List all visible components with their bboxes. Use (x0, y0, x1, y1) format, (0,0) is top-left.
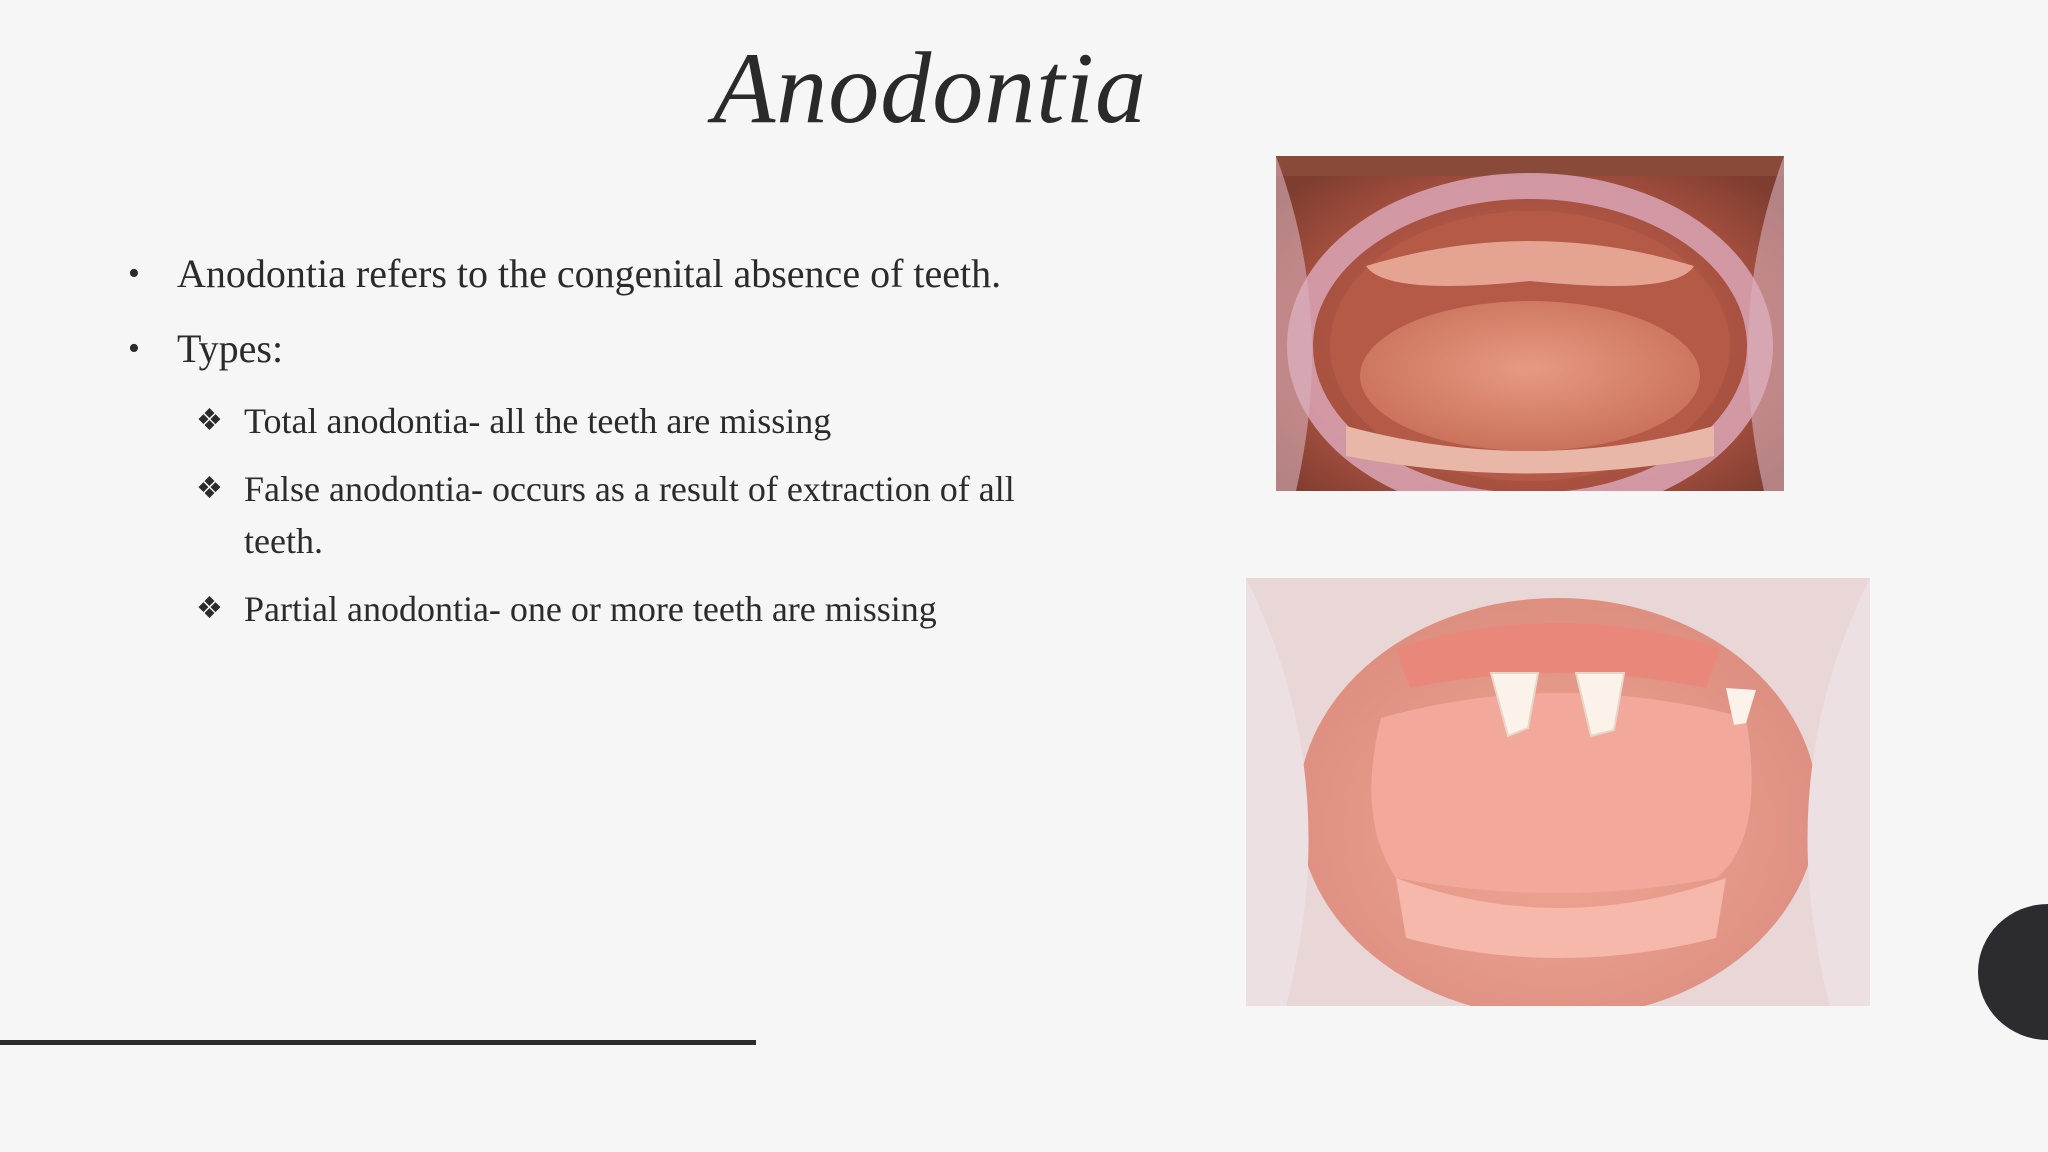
bullet-list (120, 245, 1020, 651)
mouth-photo-illustration (1276, 156, 1784, 491)
sub-bullet-text: Partial anodontia- one or more teeth are missing (244, 589, 937, 629)
sub-bullet-text: Total anodontia- all the teeth are missing (244, 401, 832, 441)
sub-bullet-partial (120, 583, 1020, 635)
decorative-circle (1978, 904, 2048, 1040)
bullet-marker: • (128, 255, 140, 292)
bullet-marker: • (128, 330, 140, 367)
bullet-item-definition (120, 245, 1020, 302)
sub-bullet-text: False anodontia- occurs as a result of extraction of all teeth. (244, 469, 1015, 561)
mouth-photo-illustration (1246, 578, 1870, 1006)
diamond-bullet-icon: ❖ (196, 404, 223, 437)
sub-bullet-false (120, 463, 1020, 567)
bullet-item-types (120, 320, 1020, 377)
slide-title: Anodontia (713, 32, 1147, 145)
photo-total-anodontia (1276, 156, 1784, 491)
diamond-bullet-icon: ❖ (196, 592, 223, 625)
sub-bullet-total (120, 395, 1020, 447)
diamond-bullet-icon: ❖ (196, 472, 223, 505)
bullet-text: Anodontia refers to the congenital absence of teeth. (177, 251, 1002, 296)
bullet-text: Types: (177, 326, 284, 371)
decorative-rule (0, 1040, 756, 1045)
photo-partial-anodontia (1246, 578, 1870, 1006)
